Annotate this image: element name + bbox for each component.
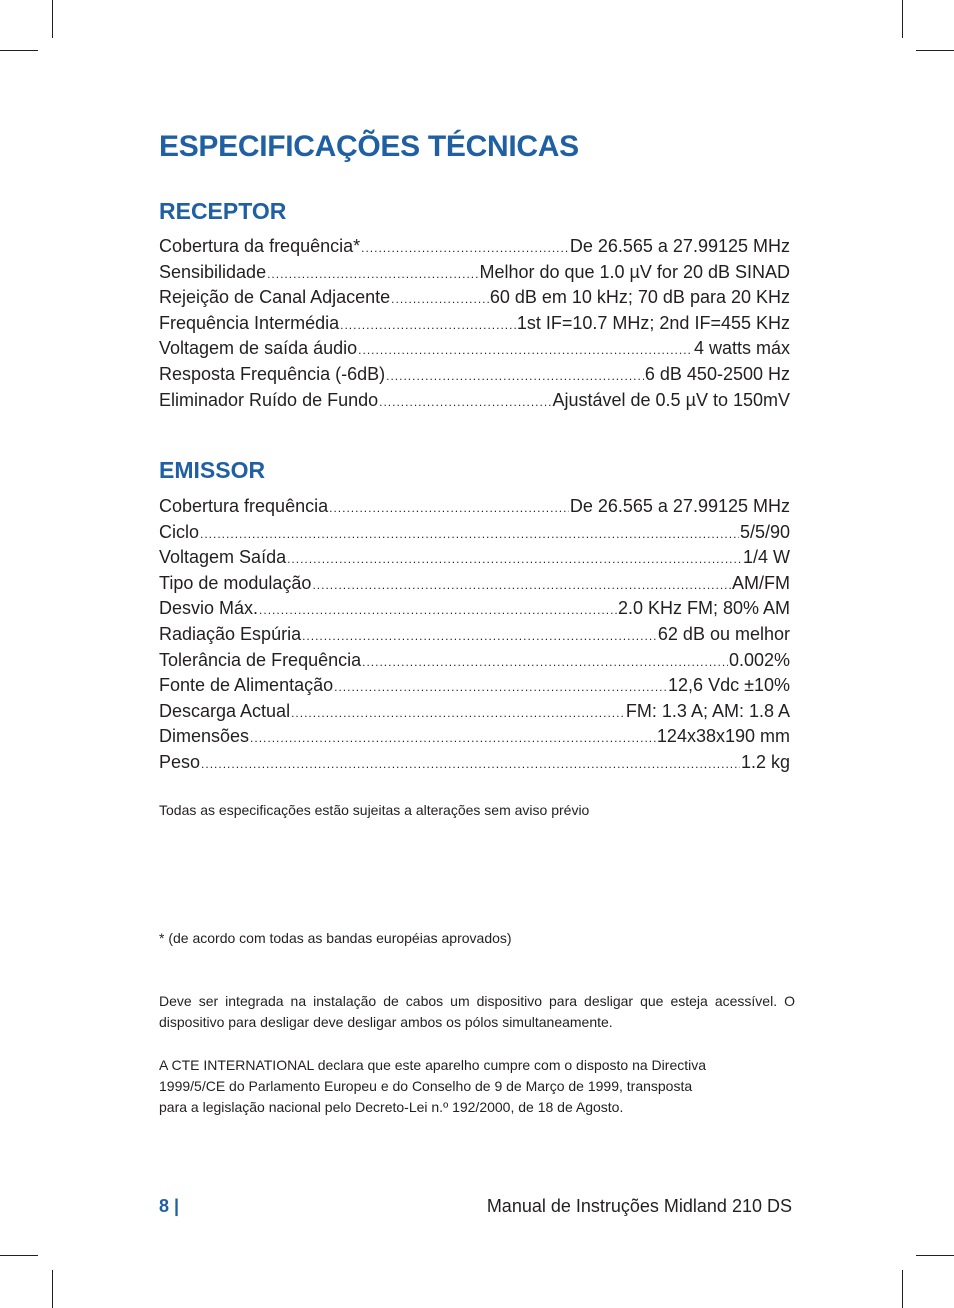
spec-row: [159, 724, 790, 750]
spec-label: Voltagem Saída: [159, 547, 287, 568]
dot-leader: [386, 364, 644, 388]
declaration-line: para a legislação nacional pelo Decreto-Lei n.º 192/2000, de 18 de Agosto.: [159, 1099, 624, 1115]
dot-leader: [379, 390, 551, 414]
dot-leader: [250, 726, 656, 750]
spec-label: Dimensões: [159, 726, 250, 747]
dot-leader: [201, 752, 740, 776]
spec-row: [159, 545, 790, 571]
crop-mark: [0, 1255, 38, 1256]
spec-label: Fonte de Alimentação: [159, 675, 334, 696]
spec-label: Descarga Actual: [159, 700, 291, 721]
spec-label: Eliminador Ruído de Fundo: [159, 389, 379, 410]
spec-label: Ciclo: [159, 521, 200, 542]
dot-leader: [267, 262, 478, 286]
spec-label: Frequência Intermédia: [159, 312, 340, 333]
spec-value: AM/FM: [732, 572, 790, 593]
dot-leader: [362, 650, 728, 674]
spec-row: [159, 285, 790, 311]
spec-value: De 26.565 a 27.99125 MHz: [569, 236, 790, 256]
spec-value: 1.2 kg: [740, 751, 790, 772]
declaration-line: 1999/5/CE do Parlamento Europeu e do Conselho de 9 de Março de 1999, transposta: [159, 1078, 693, 1094]
spec-row: [159, 596, 790, 622]
spec-row: [159, 520, 790, 546]
spec-value: De 26.565 a 27.99125 MHz: [569, 496, 790, 516]
disclaimer-text: Todas as especificações estão sujeitas a alterações sem aviso prévio: [159, 802, 590, 818]
spec-value: 1/4 W: [742, 547, 790, 568]
spec-row: [159, 260, 790, 286]
dot-leader: [358, 338, 693, 362]
spec-value: 62 dB ou melhor: [657, 623, 790, 644]
spec-label: Radiação Espúria: [159, 623, 302, 644]
spec-value: 5/5/90: [739, 521, 790, 542]
spec-value: 2.0 KHz FM; 80% AM: [617, 598, 790, 619]
crop-mark: [916, 1255, 954, 1256]
spec-row: [159, 750, 790, 776]
dot-leader: [259, 598, 617, 622]
spec-value: Melhor do que 1.0 µV for 20 dB SINAD: [479, 261, 790, 282]
page-title: ESPECIFICAÇÕES TÉCNICAS: [159, 130, 579, 163]
spec-label: Tolerância de Frequência: [159, 649, 362, 670]
section-heading-emissor: EMISSOR: [159, 457, 266, 483]
spec-value: 60 dB em 10 kHz; 70 dB para 20 KHz: [489, 287, 790, 308]
declaration-line: A CTE INTERNATIONAL declara que este aparelho cumpre com o disposto na Directiva: [159, 1057, 707, 1073]
dot-leader: [334, 675, 667, 699]
spec-row: [159, 673, 790, 699]
spec-row: [159, 648, 790, 674]
manual-title: Manual de Instruções Midland 210 DS: [486, 1196, 792, 1216]
dot-leader: [287, 547, 742, 571]
spec-row: [159, 494, 790, 520]
spec-value: 0.002%: [728, 649, 790, 670]
spec-value: 4 watts máx: [693, 338, 790, 359]
crop-mark: [902, 1270, 903, 1308]
dot-leader: [391, 287, 489, 311]
spec-row: [159, 622, 790, 648]
crop-mark: [916, 50, 954, 51]
dot-leader: [329, 496, 569, 520]
spec-value: 124x38x190 mm: [656, 726, 790, 747]
spec-row: [159, 362, 790, 388]
spec-label: Desvio Máx.: [159, 598, 259, 619]
dot-leader: [302, 624, 657, 648]
spec-row: [159, 571, 790, 597]
spec-label: Peso: [159, 751, 201, 772]
dot-leader: [340, 313, 516, 337]
spec-label: Cobertura frequência: [159, 496, 329, 516]
spec-row: [159, 699, 790, 725]
spec-row: [159, 234, 790, 260]
declaration-paragraph: [159, 1055, 795, 1118]
spec-label: Tipo de modulação: [159, 572, 312, 593]
crop-mark: [902, 0, 903, 38]
spec-value: FM: 1.3 A; AM: 1.8 A: [625, 700, 790, 721]
dot-leader: [291, 701, 625, 725]
dot-leader: [200, 522, 739, 546]
spec-label: Rejeição de Canal Adjacente: [159, 287, 391, 308]
spec-label: Resposta Frequência (-6dB): [159, 363, 386, 384]
footnote-text: * (de acordo com todas as bandas européias aprovados): [159, 930, 512, 946]
spec-label: Voltagem de saída áudio: [159, 338, 358, 359]
receptor-spec-list: [159, 234, 790, 413]
spec-value: Ajustável de 0.5 µV to 150mV: [552, 389, 790, 410]
spec-label: Sensibilidade: [159, 261, 267, 282]
spec-row: [159, 336, 790, 362]
dot-leader: [361, 236, 569, 260]
spec-label: Cobertura da frequência*: [159, 236, 361, 256]
crop-mark: [52, 0, 53, 38]
spec-value: 12,6 Vdc ±10%: [668, 675, 790, 696]
spec-value: 6 dB 450-2500 Hz: [644, 363, 790, 384]
spec-value: 1st IF=10.7 MHz; 2nd IF=455 KHz: [516, 312, 790, 333]
emissor-spec-list: [159, 494, 790, 776]
spec-row: [159, 388, 790, 414]
installation-paragraph: Deve ser integrada na instalação de cabos um dispositivo para desligar que esteja acessível. O dispositivo para desligar deve desligar ambos os pólos simultaneamente.: [159, 993, 795, 1030]
page-number: 8 |: [159, 1196, 180, 1216]
section-heading-receptor: RECEPTOR: [159, 198, 287, 224]
crop-mark: [52, 1270, 53, 1308]
crop-mark: [0, 50, 38, 51]
spec-row: [159, 311, 790, 337]
dot-leader: [312, 573, 731, 597]
